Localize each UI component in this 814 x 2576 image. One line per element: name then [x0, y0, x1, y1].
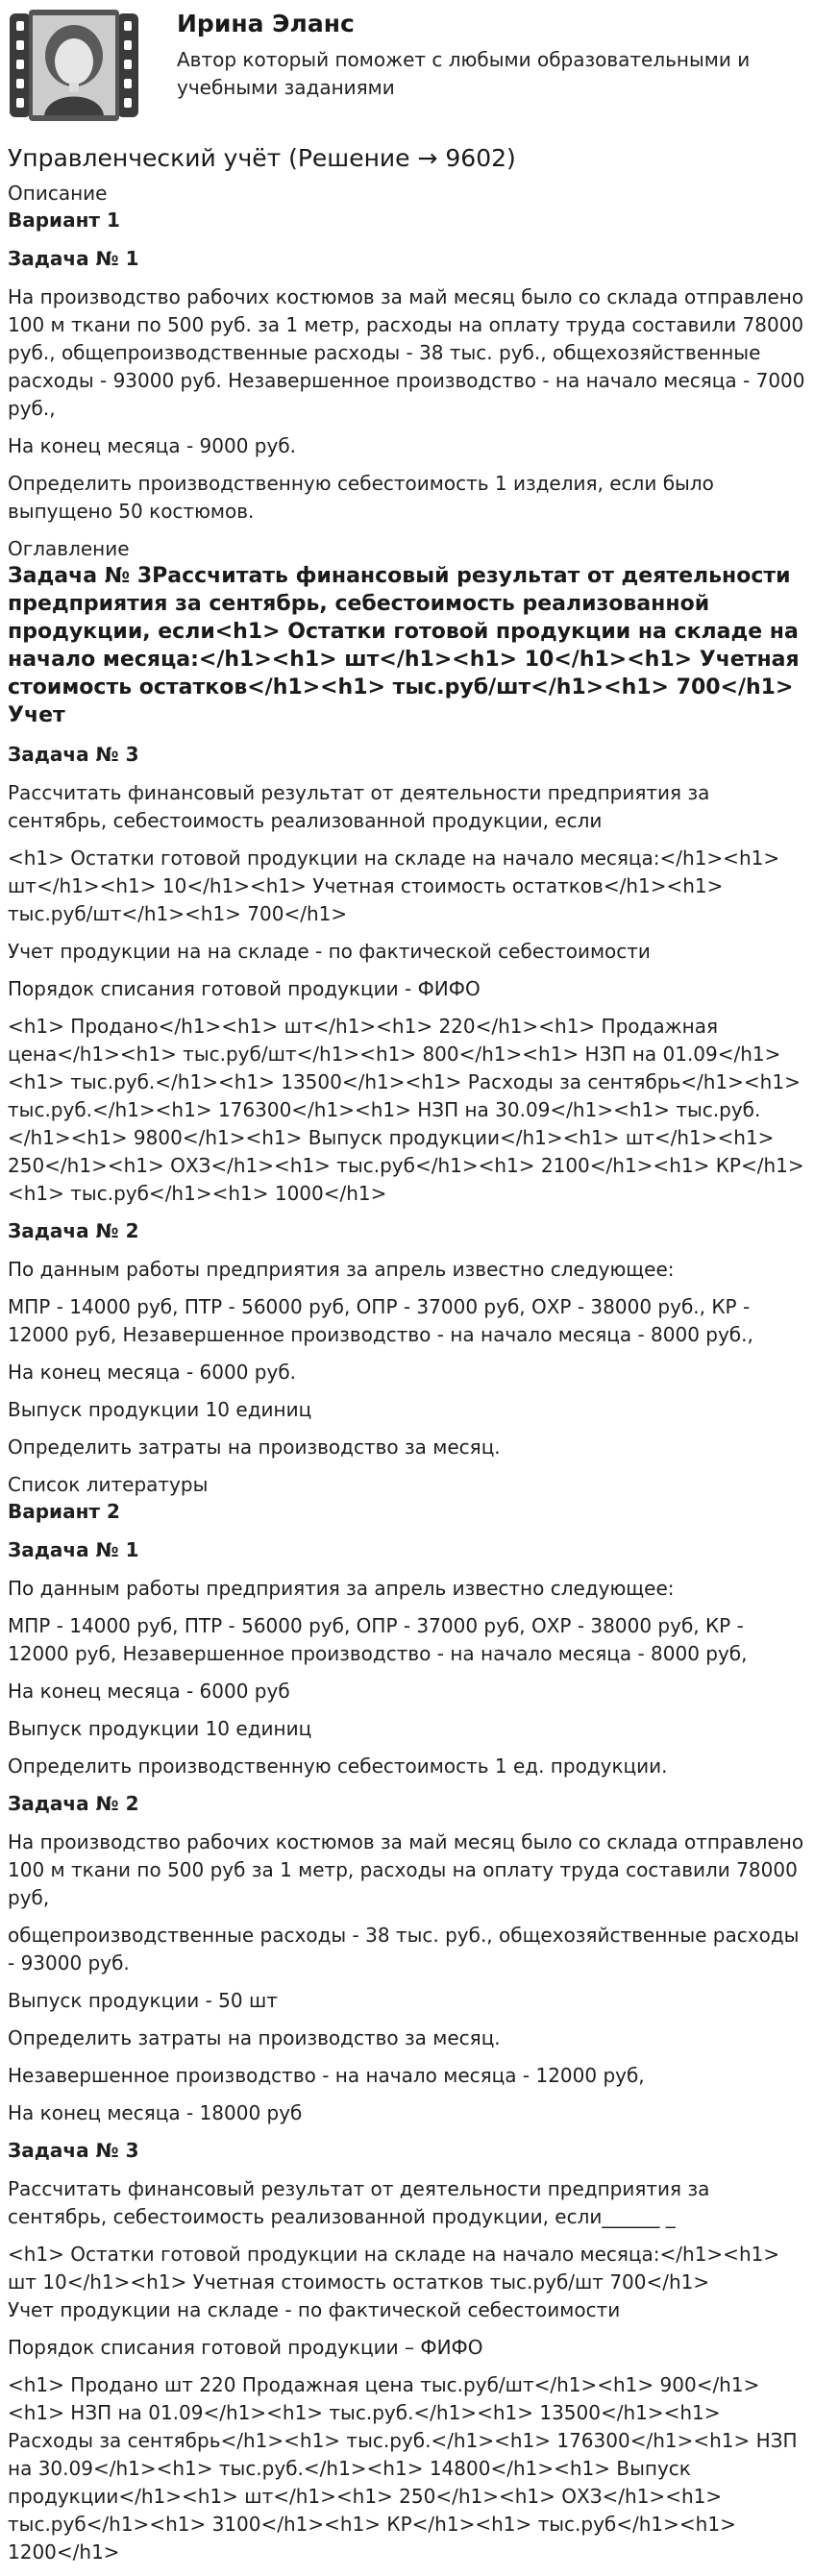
v2-task-3-text: <h1> Остатки готовой продукции на складе на начало месяца:</h1><h1> шт 10</h1><h1> Учетная стоимость остатков тыс.руб/шт 700</h1> [8, 2243, 780, 2294]
v1-task-3-text: <h1> Остатки готовой продукции на складе на начало месяца:</h1><h1> шт</h1><h1> 10</h1><h1> Учетная стоимость остатков</h1><h1> тыс.руб/шт</h1><h1> 700</h1> [8, 846, 780, 925]
v2-task-3-text: Рассчитать финансовый результат от деятельности предприятия за сентябрь, себестоимость реализованной продукции, если______ _ [8, 2177, 710, 2228]
v2-task-3-text: Учет продукции на складе - по фактической себестоимости [8, 2298, 621, 2321]
toc-heading: Задача № 3Рассчитать финансовый результат от деятельности предприятия за сентябрь, себестоимость реализованной продукции, если<h1> Остатки готовой продукции на складе на начало месяца:</h1><h1> шт</h1><h1> 10</h1><h1> Учетная стоимость остатков</h1><h1> тыс.руб/шт</h1><h1> 700</h1> Учет [8, 564, 800, 727]
v1-task-2-text: На конец месяца - 6000 руб. [8, 1361, 297, 1384]
document-title: Управленческий учёт (Решение → 9602) [8, 144, 516, 172]
v2-task-1-text: МПР - 14000 руб, ПТР - 56000 руб, ОПР - 37000 руб, ОХР - 38000 руб, КР - 12000 руб, Незавершенное производство - на начало месяца - 8000 руб, [8, 1614, 748, 1665]
v1-task-2-text: По данным работы предприятия за апрель известно следующее: [8, 1258, 675, 1281]
variant-1-label: Вариант 1 [8, 209, 120, 232]
v2-task-2-text: На производство рабочих костюмов за май месяц было со склада отправлено 100 м ткани по 500 руб за 1 метр, расходы на оплату труда составили 78000 руб, [8, 1830, 804, 1909]
v1-task-1-text: Определить производственную себестоимость 1 изделия, если было выпущено 50 костюмов. [8, 472, 714, 523]
v1-task-2-text: Определить затраты на производство за месяц. [8, 1435, 501, 1459]
toc-label: Оглавление [8, 537, 130, 560]
v2-task-1-text: Выпуск продукции 10 единиц [8, 1717, 312, 1740]
v2-task-1-text: Определить производственную себестоимость 1 ед. продукции. [8, 1754, 668, 1778]
v1-task-1-title: Задача № 1 [8, 247, 139, 270]
literature-label: Список литературы [8, 1473, 209, 1496]
document-content [8, 141, 805, 2576]
avatar-photo-icon [6, 6, 142, 125]
v2-task-3-text: <h1> Продано шт 220 Продажная цена тыс.руб/шт</h1><h1> 900</h1><h1> НЗП на 01.09</h1><h1> тыс.руб.</h1><h1> 13500</h1><h1> Расходы за сентябрь</h1><h1> тыс.руб.</h1><h1> 176300</h1><h1> НЗП на 30.09</h1><h1> тыс.руб.</h1><h1> 14800</h1><h1> Выпуск продукции</h1><h1> шт</h1><h1> 250</h1><h1> ОХЗ</h1><h1> тыс.руб</h1><h1> 3100</h1><h1> КР</h1><h1> тыс.руб</h1><h1> 1200</h1> [8, 2373, 798, 2564]
author-description: Автор который поможет с любыми образовательными и учебными заданиями [177, 48, 751, 99]
v2-task-3-title: Задача № 3 [8, 2139, 139, 2162]
v2-task-2-text: общепроизводственные расходы - 38 тыс. руб., общехозяйственные расходы - 93000 руб. [8, 1924, 800, 1975]
v1-task-2-text: Выпуск продукции 10 единиц [8, 1398, 312, 1421]
v2-task-1-text: На конец месяца - 6000 руб [8, 1680, 290, 1703]
variant-2-label: Вариант 2 [8, 1500, 120, 1523]
v1-task-3-text: Учет продукции на на складе - по фактической себестоимости [8, 940, 651, 963]
v1-task-3-text: <h1> Продано</h1><h1> шт</h1><h1> 220</h1><h1> Продажная цена</h1><h1> тыс.руб/шт</h1><h1> 800</h1><h1> НЗП на 01.09</h1><h1> тыс.руб.</h1><h1> 13500</h1><h1> Расходы за сентябрь</h1><h1> тыс.руб.</h1><h1> 176300</h1><h1> НЗП на 30.09</h1><h1> тыс.руб.</h1><h1> 9800</h1><h1> Выпуск продукции</h1><h1> шт</h1><h1> 250</h1><h1> ОХЗ</h1><h1> тыс.руб</h1><h1> 2100</h1><h1> КР</h1><h1> тыс.руб</h1><h1> 1000</h1> [8, 1015, 804, 1205]
v1-task-3-text: Рассчитать финансовый результат от деятельности предприятия за сентябрь, себестоимость реализованной продукции, если [8, 781, 710, 832]
v2-task-2-text: Выпуск продукции - 50 шт [8, 1989, 278, 2012]
v2-task-2-text: Незавершенное производство - на начало месяца - 12000 руб, [8, 2064, 645, 2087]
v2-task-2-text: На конец месяца - 18000 руб [8, 2101, 303, 2124]
author-card [0, 0, 814, 135]
v2-task-1-text: По данным работы предприятия за апрель известно следующее: [8, 1577, 675, 1600]
v2-task-2-text: Определить затраты на производство за месяц. [8, 2026, 501, 2049]
v1-task-2-text: МПР - 14000 руб, ПТР - 56000 руб, ОПР - 37000 руб, ОХР - 38000 руб., КР - 12000 руб, Незавершенное производство - на начало месяца - 8000 руб., [8, 1295, 753, 1346]
v1-task-3-text: Порядок списания готовой продукции - ФИФО [8, 977, 481, 1000]
description-label: Описание [8, 182, 108, 205]
v2-task-1-title: Задача № 1 [8, 1538, 139, 1561]
v1-task-3-title: Задача № 3 [8, 743, 139, 766]
v1-task-1-text: На производство рабочих костюмов за май месяц было со склада отправлено 100 м ткани по 500 руб. за 1 метр, расходы на оплату труда составили 78000 руб., общепроизводственные расходы - 38 тыс. руб., общехозяйственные расходы - 93000 руб. Незавершенное производство - на начало месяца - 7000 руб., [8, 285, 805, 420]
v1-task-1-text: На конец месяца - 9000 руб. [8, 434, 297, 457]
v1-task-2-title: Задача № 2 [8, 1219, 139, 1242]
v2-task-2-title: Задача № 2 [8, 1792, 139, 1815]
v2-task-3-text: Порядок списания готовой продукции – ФИФО [8, 2336, 483, 2359]
avatar[interactable] [6, 6, 142, 125]
author-name[interactable]: Ирина Эланс [177, 10, 355, 37]
